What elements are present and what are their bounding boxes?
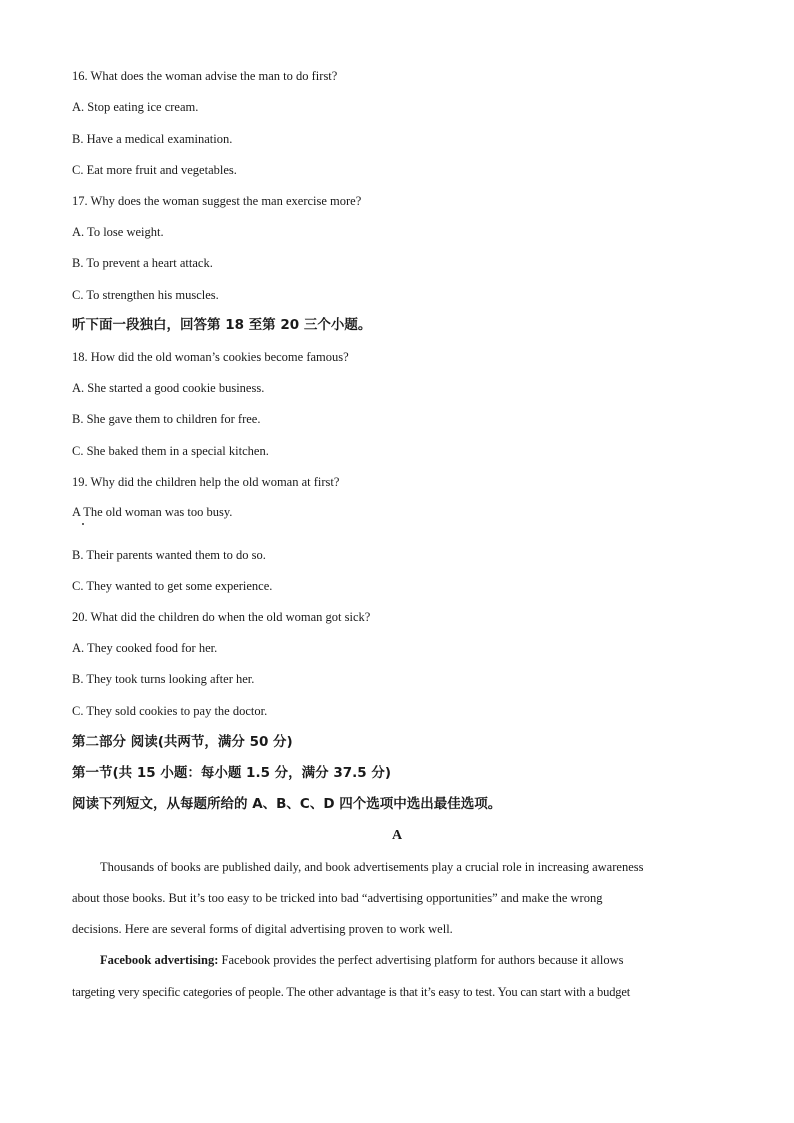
q16-option-a: A. Stop eating ice cream. (72, 100, 199, 114)
para1-line-3: decisions. Here are several forms of digital advertising proven to work well. (72, 922, 453, 936)
section1-heading: 第一节(共 15 小题：每小题 1.5 分，满分 37.5 分) (72, 765, 392, 781)
q18-option-b: B. She gave them to children for free. (72, 412, 261, 426)
q18-option-a: A. She started a good cookie business. (72, 381, 265, 395)
q17-option-b: B. To prevent a heart attack. (72, 256, 213, 270)
reading-instruction: 阅读下列短文，从每题所给的 A、B、C、D 四个选项中选出最佳选项。 (72, 796, 502, 812)
q19-option-b: B. Their parents wanted them to do so. (72, 548, 266, 562)
q17-stem: 17. Why does the woman suggest the man exercise more? (72, 194, 362, 208)
para2-line-1-rest: Facebook provides the perfect advertising platform for authors because it allows (218, 953, 624, 967)
q16-option-c: C. Eat more fruit and vegetables. (72, 163, 237, 177)
para1-line-1: Thousands of books are published daily, and book advertisements play a crucial role in increasing awareness (100, 860, 644, 874)
q17-option-a: A. To lose weight. (72, 225, 164, 239)
facebook-advertising-lead: Facebook advertising: (100, 953, 219, 967)
q20-option-c: C. They sold cookies to pay the doctor. (72, 704, 268, 718)
stray-dot-mark (82, 523, 84, 525)
para2-line-1 (72, 952, 722, 968)
para1-line-2: about those books. But it’s too easy to be tricked into bad “advertising opportunities” and make the wrong (72, 891, 603, 905)
q16-option-b: B. Have a medical examination. (72, 132, 233, 146)
q16-stem: 16. What does the woman advise the man to do first? (72, 69, 338, 83)
para2-line-2: targeting very specific categories of people. The other advantage is that it’s easy to test. You can start with a budget (72, 985, 631, 999)
q18-option-c: C. She baked them in a special kitchen. (72, 444, 269, 458)
passage-label: A (391, 828, 403, 843)
q19-stem: 19. Why did the children help the old woman at first? (72, 475, 340, 489)
part2-heading: 第二部分 阅读(共两节，满分 50 分) (72, 734, 293, 750)
q20-stem: 20. What did the children do when the old woman got sick? (72, 610, 371, 624)
q19-option-c: C. They wanted to get some experience. (72, 579, 273, 593)
q18-stem: 18. How did the old woman’s cookies become famous? (72, 350, 349, 364)
q20-option-b: B. They took turns looking after her. (72, 672, 255, 686)
q17-option-c: C. To strengthen his muscles. (72, 288, 219, 302)
monologue-instruction: 听下面一段独白，回答第 18 至第 20 三个小题。 (72, 317, 372, 333)
q20-option-a: A. They cooked food for her. (72, 641, 218, 655)
q19-option-a: A The old woman was too busy. (72, 505, 233, 519)
